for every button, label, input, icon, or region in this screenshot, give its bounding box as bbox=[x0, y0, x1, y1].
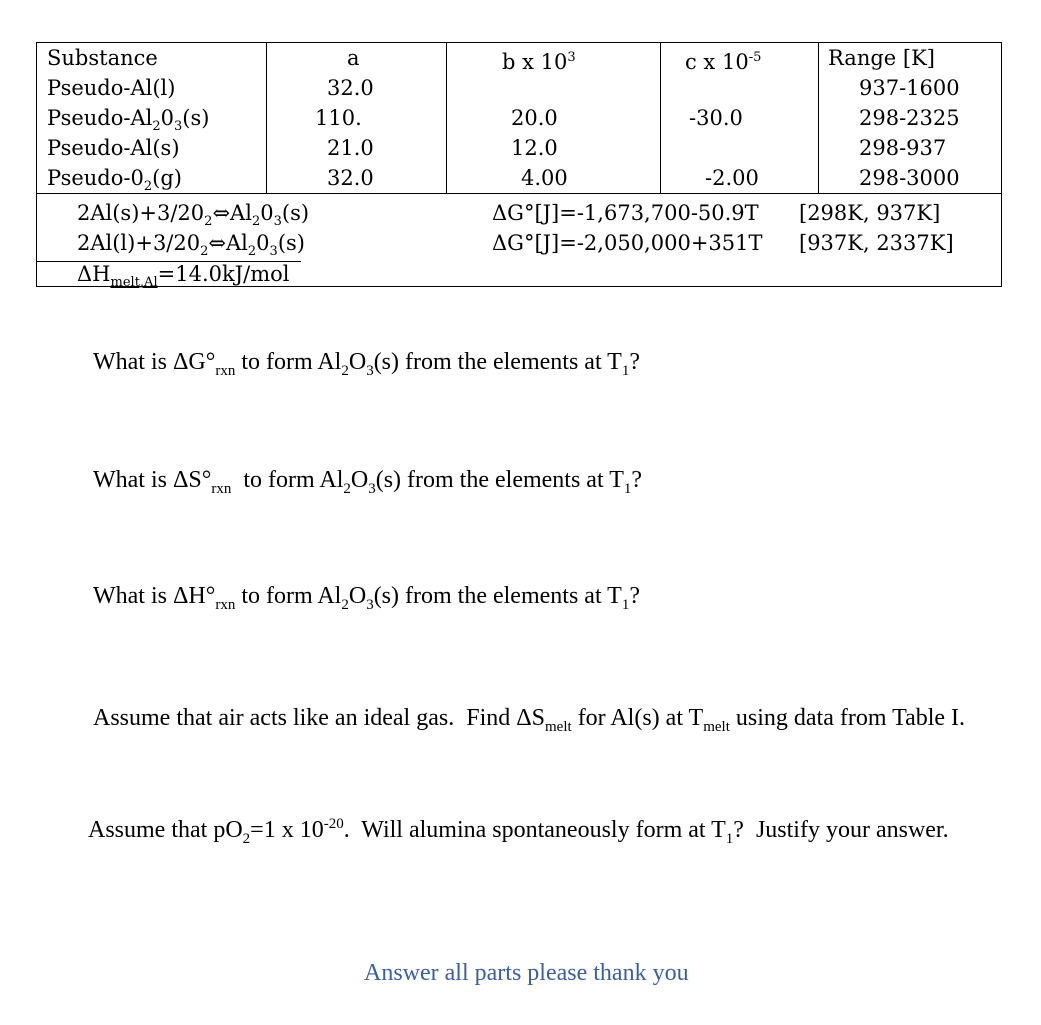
header-a: a bbox=[347, 46, 360, 70]
question-gibbs: What is $\Delta G^\circ_{rxn}$ to form $Al_2O_3(s)$ from the elements at $T_1$? bbox=[93, 349, 640, 379]
row-substance: Pseudo-Al(l) bbox=[47, 76, 176, 100]
melt-enthalpy: $\Delta H_{melt,Al}=14.0kJ$/mol bbox=[77, 262, 290, 291]
table-divider bbox=[446, 43, 447, 193]
row-range: 937-1600 bbox=[859, 76, 960, 100]
row-b: 20.0 bbox=[511, 106, 558, 130]
question-melt-entropy: Assume that air acts like an ideal gas. Find $\Delta S_{melt}$ for Al(s) at $T_{melt}$ using data from Table I. bbox=[93, 705, 966, 735]
header-c: c x $10^{-5}$ bbox=[685, 50, 762, 74]
row-a: 110. bbox=[315, 106, 362, 130]
table-divider bbox=[818, 43, 819, 193]
row-a: 21.0 bbox=[327, 136, 374, 160]
footer-note: Answer all parts please thank you bbox=[364, 960, 689, 986]
table-divider bbox=[660, 43, 661, 193]
question-entropy: What is $\Delta S^\circ_{rxn}$ to form $Al_2O_3(s)$ from the elements at $T_1$? bbox=[93, 467, 643, 497]
reaction-solid: $2Al(s)+3/20_2\Leftrightarrow Al_20_3(s)$ bbox=[77, 201, 310, 230]
row-substance: Pseudo-$0_2(g)$ bbox=[47, 166, 182, 195]
reaction-solid-range: [298K, 937K] bbox=[799, 201, 941, 225]
row-b: 4.00 bbox=[521, 166, 568, 190]
row-range: 298-937 bbox=[859, 136, 947, 160]
row-range: 298-2325 bbox=[859, 106, 960, 130]
table-divider bbox=[266, 43, 267, 193]
reaction-liquid: $2Al(l)+3/20_2\Leftrightarrow Al_20_3(s)$ bbox=[77, 231, 305, 260]
header-range: Range [K] bbox=[828, 46, 935, 70]
reaction-liquid-range: [937K, 2337K] bbox=[799, 231, 954, 255]
reaction-solid-dg: ΔG°[J]=-1,673,700-50.9T bbox=[492, 201, 759, 225]
reaction-liquid-dg: ΔG°[J]=-2,050,000+351T bbox=[492, 231, 763, 255]
row-b: 12.0 bbox=[511, 136, 558, 160]
row-substance: Pseudo-Al(s) bbox=[47, 136, 180, 160]
data-table bbox=[36, 42, 1002, 291]
row-substance: Pseudo-$Al_20_3(s)$ bbox=[47, 106, 210, 135]
row-range: 298-3000 bbox=[859, 166, 960, 190]
header-substance: Substance bbox=[47, 46, 158, 70]
row-c: -30.0 bbox=[689, 106, 743, 130]
row-a: 32.0 bbox=[327, 76, 374, 100]
question-spontaneity: Assume that $pO_2=1$ x $10^{-20}$. Will alumina spontaneously form at $T_1$? Justify your answer. bbox=[88, 816, 949, 847]
row-a: 32.0 bbox=[327, 166, 374, 190]
question-enthalpy: What is $\Delta H^\circ_{rxn}$ to form $Al_2O_3(s)$ from the elements at $T_1$? bbox=[93, 583, 640, 613]
row-c: -2.00 bbox=[705, 166, 759, 190]
header-b: b x $10^3$ bbox=[502, 50, 576, 74]
